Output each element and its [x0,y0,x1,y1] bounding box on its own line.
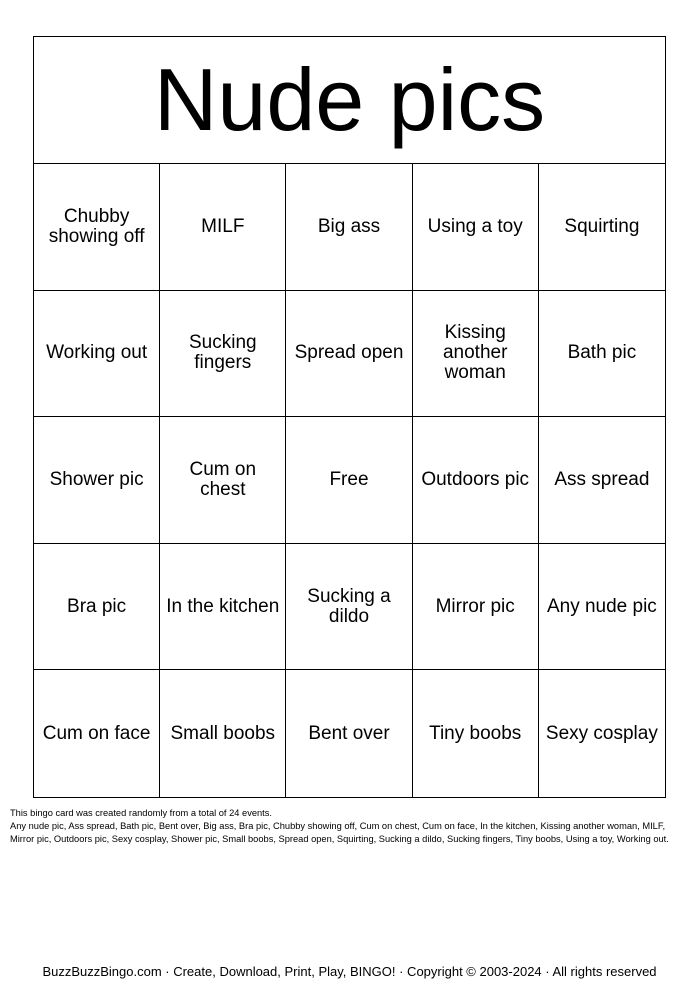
bingo-cell [286,417,412,544]
bingo-cell [34,417,160,544]
bingo-cell-label: MILF [201,215,245,237]
bingo-cell-label: Tiny boobs [429,722,522,744]
bingo-grid [34,164,665,797]
bingo-cell-label: Bra pic [67,595,127,617]
bingo-cell-label: Big ass [317,215,381,237]
bingo-cell [286,670,412,797]
bingo-cell [34,670,160,797]
bingo-cell [539,544,665,671]
bingo-cell [413,670,539,797]
bingo-cell [539,417,665,544]
bingo-cell [160,670,286,797]
bingo-cell-label: Cum on face [42,722,151,744]
bingo-cell [286,164,412,291]
bingo-cell-label: Outdoors pic [421,468,530,490]
bingo-cell [34,291,160,418]
note-summary: This bingo card was created randomly from a total of 24 events. [10,808,272,818]
bingo-cell [160,164,286,291]
note-event-list: Any nude pic, Ass spread, Bath pic, Bent over, Big ass, Bra pic, Chubby showing off, Cum on chest, Cum on face, In the kitchen, Kissing another woman, MILF, Mirror pic, Outdoors pic, Sexy cosplay, Shower pic, Small boobs, Spread open, Squirting, Sucking a dildo, Sucking fingers, Tiny boobs, Using a toy, Working out. [10,821,669,844]
bingo-cell-label: Small boobs [170,722,276,744]
bingo-cell [286,291,412,418]
footer-copyright: BuzzBuzzBingo.com · Create, Download, Print, Play, BINGO! · Copyright © 2003-2024 · All rights reserved [42,964,657,979]
bingo-cell-label: Sexy cosplay [545,722,658,744]
bingo-cell [413,291,539,418]
bingo-cell [160,544,286,671]
bingo-cell [413,164,539,291]
bingo-cell [160,291,286,418]
bingo-cell-label: Chubby showing off [48,205,145,247]
bingo-cell [160,417,286,544]
bingo-cell-label: Mirror pic [435,595,515,617]
bingo-cell-label: Shower pic [49,468,144,490]
bingo-cell-label: Any nude pic [546,595,657,617]
card-note [10,807,690,846]
bingo-cell-label: Working out [46,342,148,364]
bingo-cell-label: Kissing another woman [442,322,508,384]
bingo-cell [539,670,665,797]
bingo-cell-label: Cum on chest [189,458,257,500]
bingo-cell [539,291,665,418]
bingo-cell-label: Sucking a dildo [307,585,391,627]
bingo-cell-label: Bent over [308,722,390,744]
bingo-cell [413,417,539,544]
bingo-cell [34,544,160,671]
bingo-cell-label: Ass spread [554,468,650,490]
bingo-cell [286,544,412,671]
bingo-cell-label: Bath pic [567,342,637,364]
bingo-cell [539,164,665,291]
bingo-cell-label: Squirting [564,215,640,237]
bingo-cell-label: In the kitchen [166,595,280,617]
bingo-cell-label: Free [329,468,369,490]
bingo-cell [34,164,160,291]
bingo-cell [413,544,539,671]
bingo-cell-label: Sucking fingers [188,332,257,374]
card-title: Nude pics [34,37,665,164]
bingo-cell-label: Using a toy [427,215,523,237]
bingo-cell-label: Spread open [294,342,404,364]
bingo-card [33,36,666,798]
